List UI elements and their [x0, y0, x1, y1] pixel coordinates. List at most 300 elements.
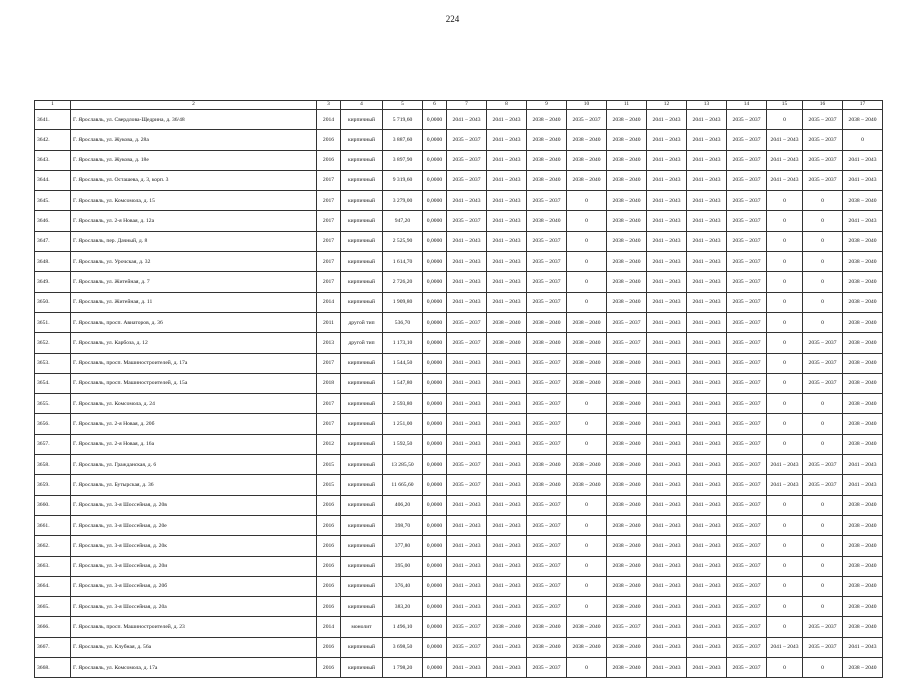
table-cell: 2041 – 2043 [487, 211, 527, 231]
table-row [35, 556, 883, 576]
table-cell: 2041 – 2043 [843, 170, 883, 190]
table-cell: 2035 – 2037 [727, 414, 767, 434]
table-cell: 2041 – 2043 [687, 150, 727, 170]
table-cell: 0,0000 [423, 515, 447, 535]
table-cell: 2035 – 2037 [447, 333, 487, 353]
table-cell: 2035 – 2037 [527, 515, 567, 535]
table-cell: 1 614,70 [383, 252, 423, 272]
table-cell: 2041 – 2043 [447, 434, 487, 454]
table-cell: 2041 – 2043 [487, 272, 527, 292]
table-cell: 2038 – 2040 [607, 150, 647, 170]
table-cell: 2038 – 2040 [567, 312, 607, 332]
housing-repair-schedule-table [34, 100, 883, 678]
table-cell: 2041 – 2043 [687, 252, 727, 272]
table-cell: 2038 – 2040 [527, 110, 567, 130]
table-cell: 2041 – 2043 [447, 597, 487, 617]
table-cell: 0 [803, 211, 843, 231]
table-cell: 2041 – 2043 [447, 495, 487, 515]
table-cell: кирпичный [341, 211, 383, 231]
table-cell: 2035 – 2037 [727, 231, 767, 251]
table-row [35, 495, 883, 515]
table-cell: 2041 – 2043 [647, 495, 687, 515]
table-cell: 0,0000 [423, 637, 447, 657]
table-cell: 2038 – 2040 [487, 333, 527, 353]
table-cell: 2041 – 2043 [447, 536, 487, 556]
table-cell: 2035 – 2037 [727, 495, 767, 515]
table-cell: кирпичный [341, 170, 383, 190]
table-cell: 2035 – 2037 [607, 333, 647, 353]
header-cell: 7 [447, 101, 487, 110]
table-cell: 0 [767, 373, 803, 393]
table-cell: 2041 – 2043 [647, 130, 687, 150]
table-cell: 0 [567, 191, 607, 211]
table-cell: 2016 [317, 597, 341, 617]
table-cell: 2041 – 2043 [843, 455, 883, 475]
table-cell: 2035 – 2037 [527, 191, 567, 211]
table-cell: 3652. [35, 333, 71, 353]
table-cell: 0 [767, 191, 803, 211]
table-cell: 2041 – 2043 [767, 130, 803, 150]
table-cell: 2038 – 2040 [843, 333, 883, 353]
table-cell: 2035 – 2037 [727, 170, 767, 190]
table-cell: 2038 – 2040 [527, 455, 567, 475]
address-cell: Г. Ярославль, просп. Машиностроителей, д. 23 [71, 617, 317, 637]
table-cell: 3650. [35, 292, 71, 312]
table-cell: 0,0000 [423, 110, 447, 130]
table-cell: 0 [767, 597, 803, 617]
table-cell: 2016 [317, 556, 341, 576]
table-cell: 2041 – 2043 [647, 110, 687, 130]
table-cell: 2035 – 2037 [527, 373, 567, 393]
table-cell: 0 [803, 414, 843, 434]
table-cell: 2038 – 2040 [843, 272, 883, 292]
table-cell: 0 [567, 394, 607, 414]
table-cell: 2035 – 2037 [803, 353, 843, 373]
table-cell: 2038 – 2040 [567, 455, 607, 475]
table-cell: 2038 – 2040 [567, 333, 607, 353]
table-cell: 0 [767, 515, 803, 535]
table-row [35, 597, 883, 617]
table-cell: 3645. [35, 191, 71, 211]
table-cell: 2041 – 2043 [687, 576, 727, 596]
table-cell: 2038 – 2040 [607, 434, 647, 454]
table-cell: 2035 – 2037 [447, 475, 487, 495]
table-cell: 2035 – 2037 [727, 292, 767, 312]
table-cell: 2041 – 2043 [687, 292, 727, 312]
table-cell: 2041 – 2043 [843, 211, 883, 231]
table-cell: 2015 [317, 455, 341, 475]
table-cell: кирпичный [341, 495, 383, 515]
table-cell: 0 [803, 292, 843, 312]
table-cell: 2038 – 2040 [607, 455, 647, 475]
table-cell: 0 [803, 394, 843, 414]
table-cell: 2035 – 2037 [527, 414, 567, 434]
table-cell: кирпичный [341, 272, 383, 292]
table-cell: другой тип [341, 333, 383, 353]
table-cell: 0 [567, 414, 607, 434]
table-cell: 2038 – 2040 [843, 556, 883, 576]
address-cell: Г. Ярославль, ул. Клубная, д. 56а [71, 637, 317, 657]
table-cell: 2038 – 2040 [843, 353, 883, 373]
table-cell: 2041 – 2043 [487, 394, 527, 414]
table-cell: 2035 – 2037 [803, 373, 843, 393]
table-cell: 2035 – 2037 [803, 150, 843, 170]
table-cell: 2035 – 2037 [727, 150, 767, 170]
table-cell: 9 319,60 [383, 170, 423, 190]
table-cell: 2035 – 2037 [527, 658, 567, 678]
table-cell: 2038 – 2040 [607, 394, 647, 414]
table-cell: 2038 – 2040 [607, 252, 647, 272]
table-row [35, 617, 883, 637]
table-cell: кирпичный [341, 515, 383, 535]
table-row [35, 130, 883, 150]
table-row [35, 658, 883, 678]
table-row [35, 475, 883, 495]
table-cell: 0 [567, 576, 607, 596]
table-cell: 2035 – 2037 [727, 353, 767, 373]
table-cell: 2041 – 2043 [647, 373, 687, 393]
table-cell: 2035 – 2037 [727, 312, 767, 332]
header-cell: 10 [567, 101, 607, 110]
table-cell: 1 592,50 [383, 434, 423, 454]
table-cell: 2035 – 2037 [527, 231, 567, 251]
table-cell: 2041 – 2043 [647, 475, 687, 495]
address-cell: Г. Ярославль, просп. Машиностроителей, д. 15а [71, 373, 317, 393]
table-cell: 2035 – 2037 [727, 658, 767, 678]
table-cell: 2014 [317, 110, 341, 130]
table-cell: 2038 – 2040 [843, 292, 883, 312]
table-cell: 0 [767, 434, 803, 454]
table-cell: 2041 – 2043 [487, 434, 527, 454]
address-cell: Г. Ярославль, просп. Машиностроителей, д. 17а [71, 353, 317, 373]
address-cell: Г. Ярославль, ул. Бутырская, д. 36 [71, 475, 317, 495]
table-cell: кирпичный [341, 597, 383, 617]
table-cell: 2035 – 2037 [447, 617, 487, 637]
table-cell: 0 [767, 576, 803, 596]
header-cell: 3 [317, 101, 341, 110]
table-cell: 3668. [35, 658, 71, 678]
table-cell: 2041 – 2043 [687, 597, 727, 617]
table-cell: 2041 – 2043 [767, 637, 803, 657]
table-cell: 2041 – 2043 [447, 556, 487, 576]
table-row [35, 536, 883, 556]
table-cell: кирпичный [341, 414, 383, 434]
table-cell: кирпичный [341, 150, 383, 170]
table-cell: 0 [803, 272, 843, 292]
table-cell: 0,0000 [423, 333, 447, 353]
table-cell: 1 544,50 [383, 353, 423, 373]
table-cell: 2041 – 2043 [687, 312, 727, 332]
table-cell: 2038 – 2040 [527, 150, 567, 170]
table-cell: 2041 – 2043 [487, 414, 527, 434]
table-cell: 3654. [35, 373, 71, 393]
table-cell: 2038 – 2040 [843, 312, 883, 332]
address-cell: Г. Ярославль, ул. 2-я Новая, д. 12а [71, 211, 317, 231]
table-cell: 2041 – 2043 [647, 292, 687, 312]
table-cell: 2038 – 2040 [843, 515, 883, 535]
table-cell: 0 [803, 658, 843, 678]
table-cell: 2035 – 2037 [727, 394, 767, 414]
table-cell: 2035 – 2037 [527, 597, 567, 617]
table-cell: 2035 – 2037 [727, 110, 767, 130]
table-cell: 0 [767, 333, 803, 353]
table-cell: 2041 – 2043 [767, 170, 803, 190]
table-cell: 2035 – 2037 [527, 576, 567, 596]
table-cell: 3663. [35, 556, 71, 576]
table-cell: 2017 [317, 231, 341, 251]
table-row [35, 191, 883, 211]
table-cell: 3644. [35, 170, 71, 190]
table-row [35, 150, 883, 170]
header-cell: 17 [843, 101, 883, 110]
table-cell: 2016 [317, 495, 341, 515]
address-cell: Г. Ярославль, ул. 3-я Шоссейная, д. 20к [71, 536, 317, 556]
table-cell: 2011 [317, 312, 341, 332]
address-cell: Г. Ярославль, ул. 3-я Шоссейная, д. 20б [71, 576, 317, 596]
table-cell: 2035 – 2037 [527, 353, 567, 373]
table-cell: 2041 – 2043 [447, 515, 487, 535]
table-row [35, 333, 883, 353]
table-cell: 2041 – 2043 [647, 455, 687, 475]
header-cell: 1 [35, 101, 71, 110]
table-cell: 1 798,20 [383, 658, 423, 678]
table-cell: 0 [803, 191, 843, 211]
table-cell: 2017 [317, 170, 341, 190]
table-cell: 2018 [317, 373, 341, 393]
table-cell: 2 593,80 [383, 394, 423, 414]
table-cell: 376,40 [383, 576, 423, 596]
table-cell: 2016 [317, 637, 341, 657]
table-row [35, 312, 883, 332]
table-row [35, 373, 883, 393]
table-cell: 2038 – 2040 [843, 414, 883, 434]
header-cell: 16 [803, 101, 843, 110]
header-cell: 12 [647, 101, 687, 110]
table-cell: 2035 – 2037 [803, 130, 843, 150]
table-cell: 0 [567, 434, 607, 454]
table-cell: 2035 – 2037 [803, 110, 843, 130]
table-cell: 0 [767, 658, 803, 678]
table-row [35, 515, 883, 535]
table-cell: 2035 – 2037 [803, 617, 843, 637]
table-row [35, 252, 883, 272]
table-cell: 2041 – 2043 [647, 637, 687, 657]
table-cell: 2038 – 2040 [843, 434, 883, 454]
table-cell: 2041 – 2043 [687, 515, 727, 535]
table-row [35, 110, 883, 130]
table-cell: 2035 – 2037 [727, 272, 767, 292]
table-cell: 2041 – 2043 [447, 272, 487, 292]
table-cell: 2041 – 2043 [487, 191, 527, 211]
table-cell: 0 [803, 495, 843, 515]
table-cell: 2041 – 2043 [647, 170, 687, 190]
table-cell: 2038 – 2040 [527, 170, 567, 190]
table-cell: 2041 – 2043 [447, 414, 487, 434]
table-cell: 2035 – 2037 [447, 637, 487, 657]
table-cell: 3665. [35, 597, 71, 617]
header-cell: 8 [487, 101, 527, 110]
table-cell: 2016 [317, 658, 341, 678]
table-cell: 2041 – 2043 [487, 597, 527, 617]
table-cell: 0 [767, 110, 803, 130]
table-cell: 2041 – 2043 [447, 110, 487, 130]
table-cell: 2038 – 2040 [527, 475, 567, 495]
header-cell: 4 [341, 101, 383, 110]
table-cell: 2035 – 2037 [727, 597, 767, 617]
table-cell: 2016 [317, 150, 341, 170]
table-cell: 2041 – 2043 [687, 455, 727, 475]
table-cell: 0 [803, 515, 843, 535]
table-cell: 2016 [317, 515, 341, 535]
address-cell: Г. Ярославль, ул. 2-я Новая, д. 16а [71, 434, 317, 454]
table-cell: 2041 – 2043 [487, 130, 527, 150]
table-cell: 1 173,10 [383, 333, 423, 353]
table-cell: 0 [803, 556, 843, 576]
table-cell: 3661. [35, 515, 71, 535]
table-cell: 1 496,10 [383, 617, 423, 637]
table-cell: 0,0000 [423, 394, 447, 414]
table-cell: 0,0000 [423, 211, 447, 231]
table-cell: 2038 – 2040 [607, 414, 647, 434]
table-cell: 2035 – 2037 [447, 211, 487, 231]
table-cell: 2038 – 2040 [527, 130, 567, 150]
table-cell: 0 [767, 292, 803, 312]
table-cell: 2041 – 2043 [487, 353, 527, 373]
table-cell: 2038 – 2040 [607, 231, 647, 251]
table-cell: 0 [767, 394, 803, 414]
table-cell: 2038 – 2040 [843, 373, 883, 393]
table-cell: 2041 – 2043 [447, 658, 487, 678]
table-cell: 3664. [35, 576, 71, 596]
table-row [35, 231, 883, 251]
table-cell: 2035 – 2037 [727, 211, 767, 231]
table-cell: 2041 – 2043 [647, 576, 687, 596]
table-cell: 395,00 [383, 556, 423, 576]
table-cell: 0 [767, 536, 803, 556]
table-cell: кирпичный [341, 110, 383, 130]
table-cell: 2041 – 2043 [647, 434, 687, 454]
table-cell: 2038 – 2040 [567, 150, 607, 170]
table-cell: 2041 – 2043 [487, 475, 527, 495]
table-cell: 0 [803, 231, 843, 251]
table-cell: 2038 – 2040 [487, 617, 527, 637]
table-cell: 2038 – 2040 [843, 658, 883, 678]
table-cell: 0,0000 [423, 414, 447, 434]
table-cell: кирпичный [341, 373, 383, 393]
address-cell: Г. Ярославль, ул. Гражданская, д. 6 [71, 455, 317, 475]
table-cell: 2041 – 2043 [447, 373, 487, 393]
table-row [35, 576, 883, 596]
table-cell: 0 [567, 515, 607, 535]
table-cell: кирпичный [341, 292, 383, 312]
table-cell: кирпичный [341, 576, 383, 596]
table-cell: 2035 – 2037 [727, 475, 767, 495]
table-cell: 2 726,20 [383, 272, 423, 292]
table-cell: 2041 – 2043 [447, 191, 487, 211]
table-cell: кирпичный [341, 455, 383, 475]
table-cell: кирпичный [341, 637, 383, 657]
table-cell: 2041 – 2043 [647, 312, 687, 332]
table-cell: 2035 – 2037 [803, 475, 843, 495]
table-cell: 2035 – 2037 [727, 333, 767, 353]
table-cell: 0 [567, 556, 607, 576]
table-cell: 2038 – 2040 [607, 597, 647, 617]
table-cell: 0 [767, 252, 803, 272]
table-cell: 2041 – 2043 [487, 252, 527, 272]
table-cell: 0 [767, 272, 803, 292]
table-cell: 1 251,00 [383, 414, 423, 434]
table-row [35, 292, 883, 312]
table-cell: 377,80 [383, 536, 423, 556]
table-cell: 2041 – 2043 [647, 231, 687, 251]
table-cell: 0,0000 [423, 455, 447, 475]
table-cell: 2041 – 2043 [487, 170, 527, 190]
table-cell: 0,0000 [423, 130, 447, 150]
table-cell: 0 [567, 211, 607, 231]
table-cell: 2017 [317, 252, 341, 272]
table-cell: 2041 – 2043 [447, 576, 487, 596]
table-cell: 2035 – 2037 [727, 515, 767, 535]
table-cell: 0 [567, 536, 607, 556]
table-cell: 2038 – 2040 [843, 394, 883, 414]
table-cell: 2041 – 2043 [647, 191, 687, 211]
table-cell: 2041 – 2043 [647, 211, 687, 231]
table-cell: кирпичный [341, 394, 383, 414]
table-cell: 2017 [317, 272, 341, 292]
table-cell: 2038 – 2040 [607, 272, 647, 292]
table-cell: 3647. [35, 231, 71, 251]
table-cell: 2041 – 2043 [687, 130, 727, 150]
table-cell: 0,0000 [423, 353, 447, 373]
table-cell: 2041 – 2043 [647, 556, 687, 576]
table-cell: 13 285,50 [383, 455, 423, 475]
table-cell: 0,0000 [423, 312, 447, 332]
address-cell: Г. Ярославль, ул. Жукова, д. 28а [71, 130, 317, 150]
address-cell: Г. Ярославль, ул. Урочская, д. 32 [71, 252, 317, 272]
table-cell: 406,20 [383, 495, 423, 515]
table-cell: 398,70 [383, 515, 423, 535]
table-cell: 2035 – 2037 [527, 252, 567, 272]
table-cell: 0,0000 [423, 170, 447, 190]
address-cell: Г. Ярославль, ул. Житейная, д. 7 [71, 272, 317, 292]
table-cell: 2035 – 2037 [803, 637, 843, 657]
table-cell: 2041 – 2043 [687, 617, 727, 637]
table-cell: 2038 – 2040 [607, 556, 647, 576]
table-cell: 2013 [317, 333, 341, 353]
table-cell: 2041 – 2043 [487, 536, 527, 556]
table-row [35, 637, 883, 657]
table-cell: 2041 – 2043 [687, 394, 727, 414]
table-cell: 0 [567, 252, 607, 272]
table-cell: 3648. [35, 252, 71, 272]
table-cell: монолит [341, 617, 383, 637]
page-number: 224 [445, 14, 460, 24]
table-cell: 2012 [317, 434, 341, 454]
table-cell: 3 897,90 [383, 150, 423, 170]
table-cell: кирпичный [341, 231, 383, 251]
table-cell: 2041 – 2043 [487, 110, 527, 130]
table-cell: 3649. [35, 272, 71, 292]
table-cell: 2038 – 2040 [527, 617, 567, 637]
table-cell: 2041 – 2043 [487, 373, 527, 393]
table-cell: 3657. [35, 434, 71, 454]
table-cell: 2041 – 2043 [487, 495, 527, 515]
table-cell: 0,0000 [423, 576, 447, 596]
table-cell: 0 [567, 658, 607, 678]
address-cell: Г. Ярославль, ул. 2-я Новая, д. 20б [71, 414, 317, 434]
header-row [35, 101, 883, 110]
table-cell: 0,0000 [423, 658, 447, 678]
